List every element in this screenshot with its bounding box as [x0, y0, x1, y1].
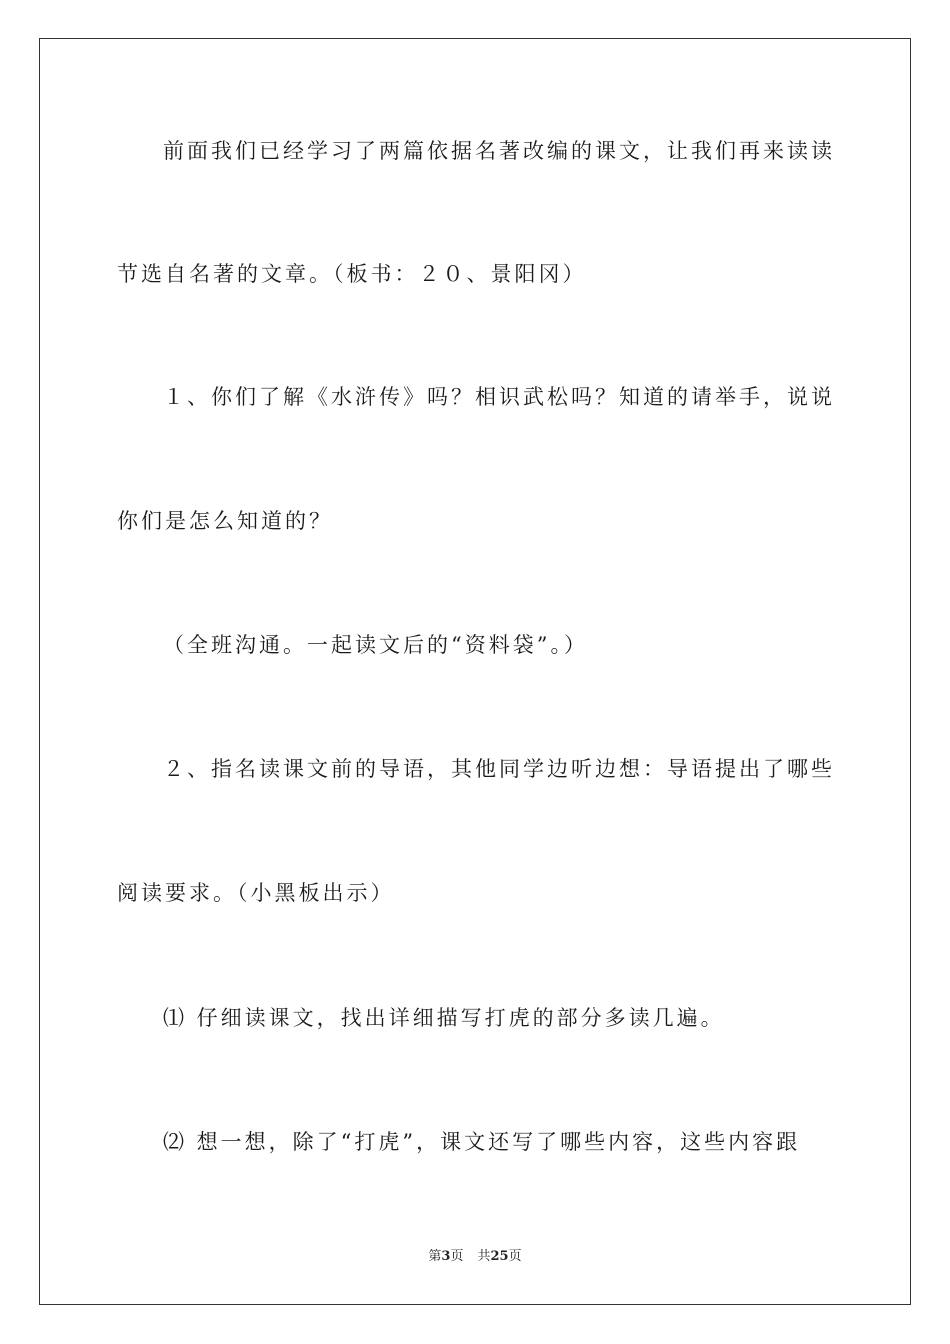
page-footer: [0, 1248, 950, 1266]
paragraph-line-2: 节选自名著的文章。（板书：２０、景阳冈）: [117, 262, 587, 286]
page-prefix: 第: [428, 1249, 442, 1264]
paragraph-line-9: ⑵ 想一想，除了“打虎”，课文还写了哪些内容，这些内容跟: [163, 1130, 801, 1154]
paragraph-line-4: 你们是怎么知道的？: [117, 509, 333, 533]
page-suffix: 页: [450, 1249, 464, 1264]
paragraph-line-8: ⑴ 仔细读课文，找出详细描写打虎的部分多读几遍。: [163, 1006, 725, 1030]
page-border: [39, 38, 911, 1305]
paragraph-line-1: 前面我们已经学习了两篇依据名著改编的课文，让我们再来读读: [163, 139, 835, 163]
paragraph-line-6: ２、指名读课文前的导语，其他同学边听边想：导语提出了哪些: [163, 757, 835, 781]
paragraph-line-5: （全班沟通。一起读文后的“资料袋”。）: [163, 633, 588, 657]
total-pages: 25: [490, 1249, 509, 1264]
paragraph-line-7: 阅读要求。（小黑板出示）: [117, 881, 395, 905]
total-suffix: 页: [508, 1249, 522, 1264]
page-number: 3: [441, 1249, 451, 1264]
total-prefix: 共: [477, 1249, 491, 1264]
paragraph-line-3: １、你们了解《水浒传》吗？相识武松吗？知道的请举手，说说: [163, 385, 835, 409]
